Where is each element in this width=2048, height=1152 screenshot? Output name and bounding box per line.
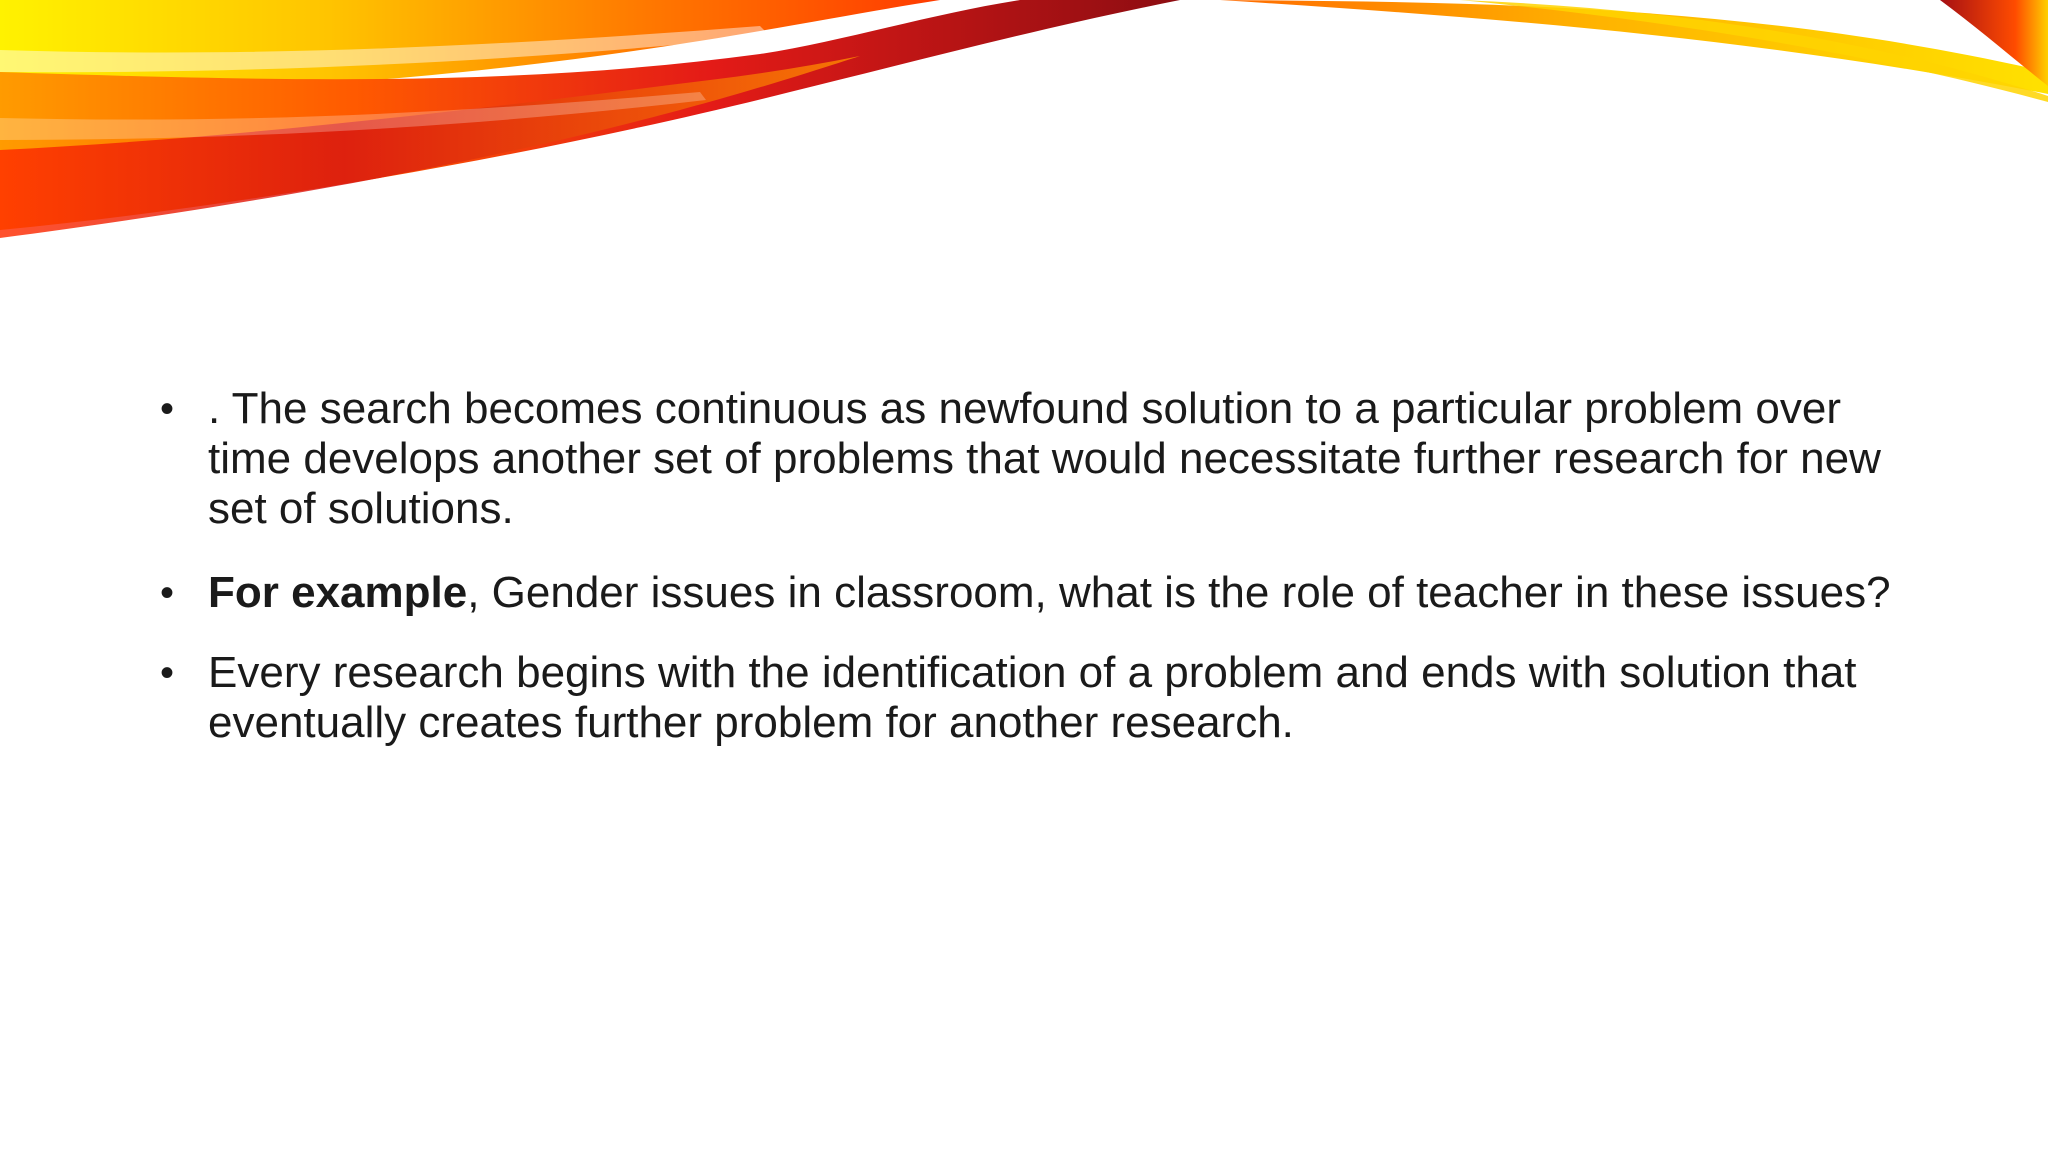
bullet-item-1 [160, 384, 1920, 534]
bullet-3-text: Every research begins with the identification of a problem and ends with solution that eventually creates further problem for another research. [208, 648, 1857, 747]
example-emphasis: For example [208, 568, 468, 617]
bullet-marker: • [160, 387, 175, 431]
bullet-1-text: . The search becomes continuous as newfound solution to a particular problem over time develops another set of problems that would necessitate further research for new set of solutions. [208, 384, 1881, 533]
bullet-2-text [208, 568, 1891, 617]
bullet-item-2 [160, 568, 1920, 618]
decorative-swoosh [0, 0, 2048, 260]
example-text: , Gender issues in classroom, what is the role of teacher in these issues? [467, 568, 1891, 617]
bullet-item-3 [160, 648, 1920, 748]
bullet-marker: • [160, 571, 175, 615]
bullet-marker: • [160, 651, 175, 695]
bullet-list [160, 384, 1920, 748]
